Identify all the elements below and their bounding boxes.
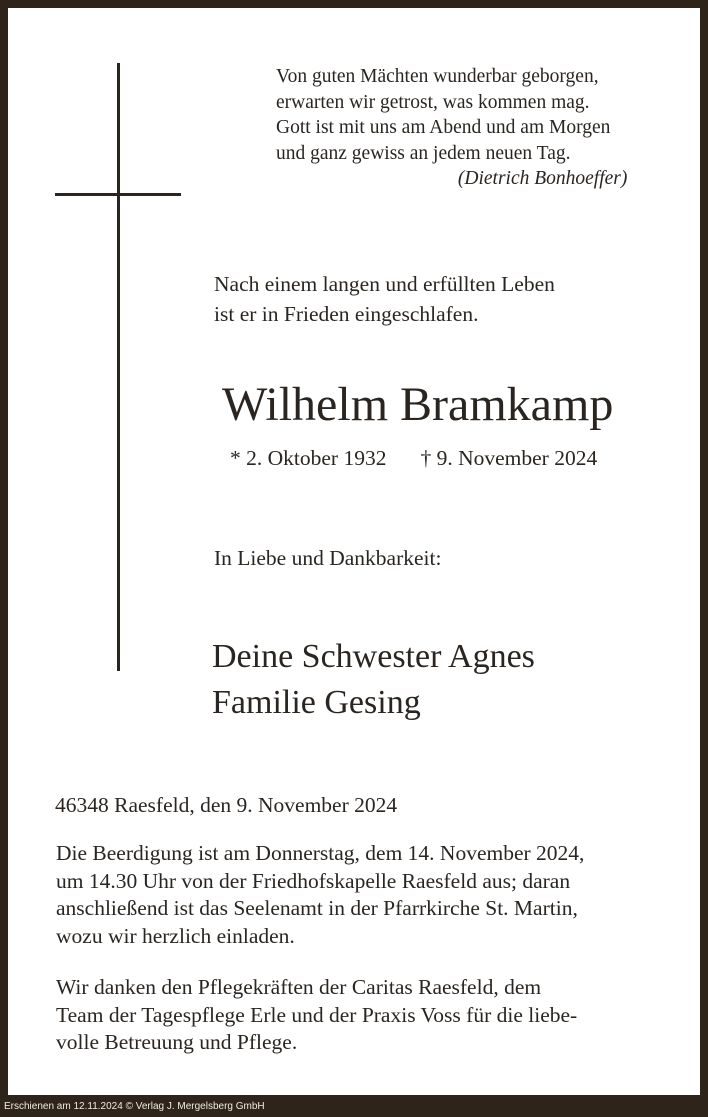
funeral-notice <box>56 840 584 950</box>
death-date: † 9. November 2024 <box>420 446 598 470</box>
life-dates <box>230 444 597 472</box>
family-line: Deine Schwester Agnes <box>212 638 535 675</box>
poem-line: Von guten Mächten wunderbar geborgen, <box>276 66 599 87</box>
thanks-line: In Liebe und Dankbarkeit: <box>214 546 442 570</box>
poem-line: Gott ist mit uns am Abend und am Morgen <box>276 117 611 138</box>
cross-vertical-bar <box>117 63 120 671</box>
place-date: 46348 Raesfeld, den 9. November 2024 <box>55 793 398 817</box>
funeral-line: um 14.30 Uhr von der Friedhofskapelle Raesfeld aus; daran <box>56 868 571 893</box>
family-signature <box>212 634 535 726</box>
poem-quote <box>276 64 628 189</box>
family-line: Familie Gesing <box>212 684 421 721</box>
funeral-line: anschließend ist das Seelenamt in der Pfarrkirche St. Martin, <box>56 896 578 920</box>
funeral-line: wozu wir herzlich einladen. <box>56 923 295 948</box>
gratitude-line: Team der Tagespflege Erle und der Praxis Voss für die liebe- <box>56 1002 578 1027</box>
birth-date: * 2. Oktober 1932 <box>230 446 387 470</box>
publication-footer: Erschienen am 12.11.2024 © Verlag J. Mergelsberg GmbH <box>4 1101 265 1112</box>
intro-line: Nach einem langen und erfüllten Leben <box>214 272 555 296</box>
gratitude-line: volle Betreuung und Pflege. <box>56 1030 298 1054</box>
funeral-line: Die Beerdigung ist am Donnerstag, dem 14. November 2024, <box>56 841 585 865</box>
gratitude-notice <box>56 974 577 1057</box>
poem-author: (Dietrich Bonhoeffer) <box>457 168 628 189</box>
poem-line: erwarten wir getrost, was kommen mag. <box>276 91 590 113</box>
cross-horizontal-bar <box>55 193 181 196</box>
obituary-page <box>8 8 700 1095</box>
gratitude-line: Wir danken den Pflegekräften der Caritas Raesfeld, dem <box>56 975 542 999</box>
intro-text <box>214 269 555 329</box>
intro-line: ist er in Frieden eingeschlafen. <box>214 302 479 326</box>
poem-line: und ganz gewiss an jedem neuen Tag. <box>276 142 571 164</box>
deceased-name: Wilhelm Bramkamp <box>222 378 614 431</box>
